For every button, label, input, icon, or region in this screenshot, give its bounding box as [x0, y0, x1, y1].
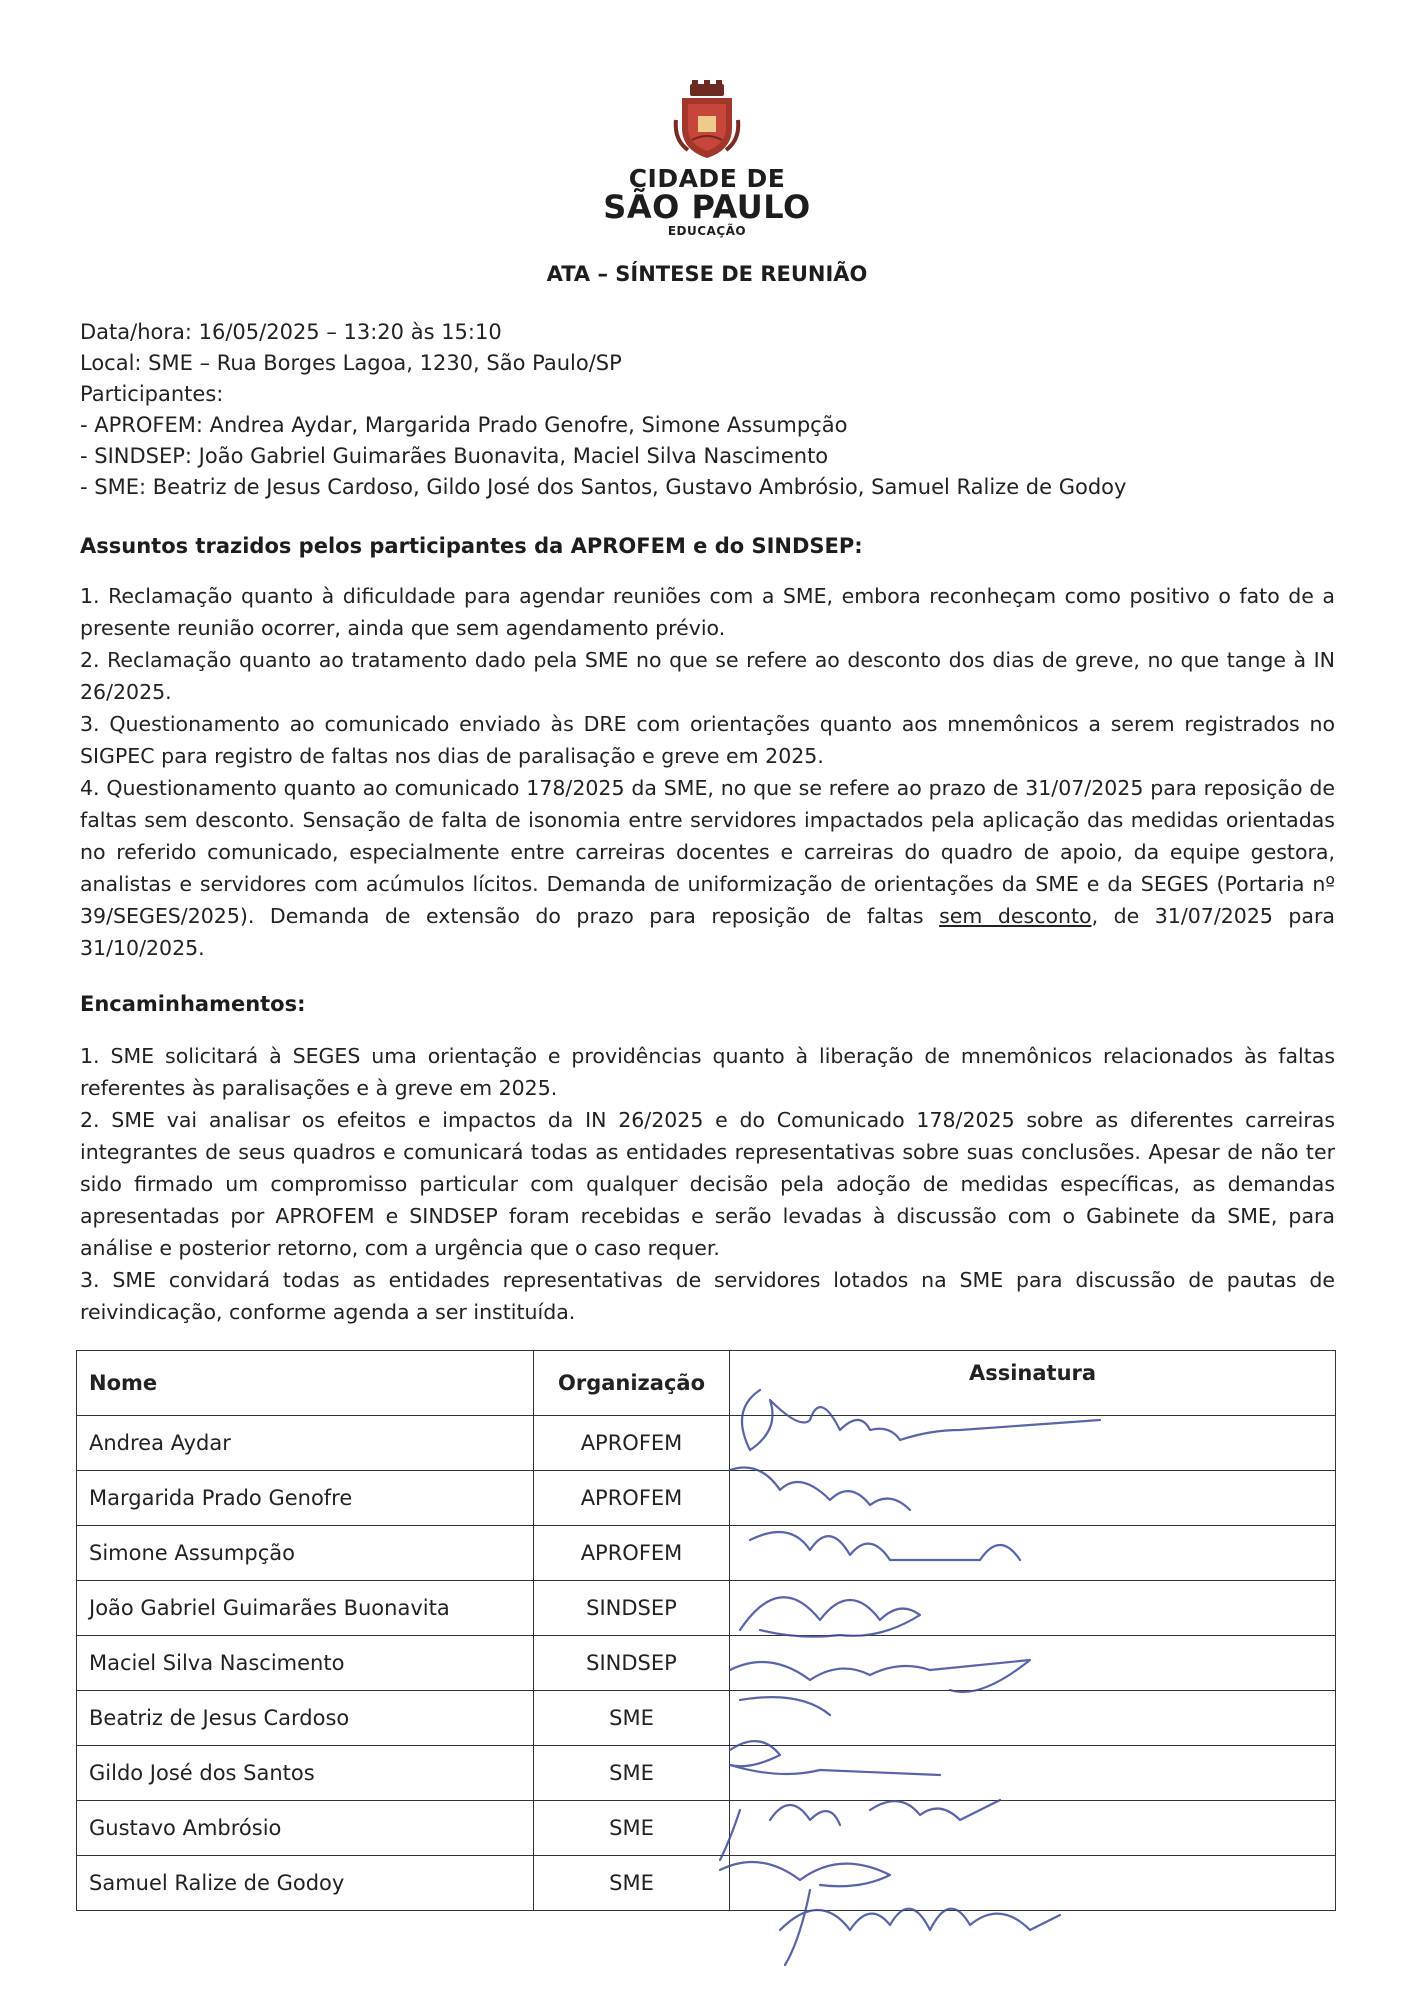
participant-name: Beatriz de Jesus Cardoso: [77, 1691, 534, 1746]
participant-name: Andrea Aydar: [77, 1416, 534, 1471]
participant-organization: SME: [534, 1801, 730, 1856]
participant-name: Simone Assumpção: [77, 1526, 534, 1581]
assunto-item: 2. Reclamação quanto ao tratamento dado pela SME no que se refere ao desconto dos dias de greve, no que tange à IN 26/2025.: [80, 648, 1335, 704]
department-name: EDUCAÇÃO: [667, 224, 747, 238]
assunto-item-4-tail: , de 31/07/2025 para 31/10/2025.: [80, 904, 1335, 960]
signature-scribble: [730, 1468, 910, 1511]
meeting-meta: [80, 317, 1335, 503]
participant-name: Maciel Silva Nascimento: [77, 1636, 534, 1691]
document-title: ATA – SÍNTESE DE REUNIÃO: [546, 262, 868, 286]
participants-aprofem: - APROFEM: Andrea Aydar, Margarida Prado Genofre, Simone Assumpção: [80, 413, 848, 437]
participant-organization: APROFEM: [534, 1471, 730, 1526]
encaminhamento-item: 3. SME convidará todas as entidades representativas de servidores lotados na SME para discussão de pautas de reivindicação, conforme agenda a ser instituída.: [80, 1268, 1335, 1324]
column-header-organization: Organização: [534, 1351, 730, 1416]
participants-label: Participantes:: [80, 382, 224, 406]
participant-organization: APROFEM: [534, 1526, 730, 1581]
meeting-location: Local: SME – Rua Borges Lagoa, 1230, São Paulo/SP: [80, 351, 622, 375]
signature-scribble: [750, 1532, 1020, 1560]
city-name-line1: CIDADE DE: [628, 164, 786, 193]
participant-name: Samuel Ralize de Godoy: [77, 1856, 534, 1911]
signature-scribble: [720, 1862, 890, 1886]
city-name-line2: SÃO PAULO: [603, 188, 811, 226]
encaminhamento-item: 2. SME vai analisar os efeitos e impactos da IN 26/2025 e do Comunicado 178/2025 sobre as diferentes carreiras integrantes de seus quadros e comunicará todas as entidades representativas sobre suas conclusões. Apesar de não ter sido firmado um compromisso particular com qualquer decisão pela adoção de medidas específicas, as demandas apresentadas por APROFEM e SINDSEP foram recebidas e serão levadas à discussão com o Gabinete da SME, para análise e posterior retorno, com a urgência que o caso requer.: [80, 1108, 1335, 1260]
participants-sindsep: - SINDSEP: João Gabriel Guimarães Buonavita, Maciel Silva Nascimento: [80, 444, 829, 468]
signature-scribble: [785, 1890, 810, 1965]
assuntos-list: [80, 580, 1335, 964]
assuntos-heading: Assuntos trazidos pelos participantes da APROFEM e do SINDSEP:: [80, 534, 863, 558]
participant-name: Margarida Prado Genofre: [77, 1471, 534, 1526]
underlined-text: sem desconto: [939, 904, 1092, 928]
participant-organization: SME: [534, 1856, 730, 1911]
participant-organization: SME: [534, 1691, 730, 1746]
signature-scribble: [740, 1597, 920, 1636]
participant-name: João Gabriel Guimarães Buonavita: [77, 1581, 534, 1636]
encaminhamentos-list: [80, 1040, 1335, 1328]
signature-scribble: [730, 1660, 1030, 1692]
column-header-signature: Assinatura: [730, 1351, 1336, 1416]
assunto-item: [80, 772, 1335, 964]
signature-scribble: [730, 1741, 940, 1775]
encaminhamento-item: 1. SME solicitará à SEGES uma orientação e providências quanto à liberação de mnemônicos relacionados às faltas referentes às paralisações e à greve em 2025.: [80, 1044, 1335, 1100]
signature-scribble: [780, 1909, 1060, 1930]
participant-organization: APROFEM: [534, 1416, 730, 1471]
participant-organization: SINDSEP: [534, 1581, 730, 1636]
column-header-name: Nome: [77, 1351, 534, 1416]
handwritten-signatures: [700, 1370, 1140, 1970]
participant-organization: SME: [534, 1746, 730, 1801]
participant-organization: SINDSEP: [534, 1636, 730, 1691]
signature-scribble: [740, 1697, 830, 1715]
signature-scribble: [742, 1390, 1100, 1450]
meeting-datetime: Data/hora: 16/05/2025 – 13:20 às 15:10: [80, 320, 502, 344]
encaminhamentos-heading: Encaminhamentos:: [80, 992, 306, 1016]
coat-of-arms-icon: [672, 80, 742, 160]
assunto-item: 1. Reclamação quanto à dificuldade para agendar reuniões com a SME, embora reconheçam como positivo o fato de a presente reunião ocorrer, ainda que sem agendamento prévio.: [80, 584, 1335, 640]
assunto-item: 3. Questionamento ao comunicado enviado às DRE com orientações quanto aos mnemônicos a serem registrados no SIGPEC para registro de faltas nos dias de paralisação e greve em 2025.: [80, 712, 1335, 768]
participant-name: Gildo José dos Santos: [77, 1746, 534, 1801]
participant-name: Gustavo Ambrósio: [77, 1801, 534, 1856]
signature-scribble: [720, 1800, 1000, 1860]
participants-sme: - SME: Beatriz de Jesus Cardoso, Gildo José dos Santos, Gustavo Ambrósio, Samuel Ralize de Godoy: [80, 475, 1127, 499]
assunto-item-4-text: 4. Questionamento quanto ao comunicado 178/2025 da SME, no que se refere ao prazo de 31/07/2025 para reposição de faltas sem desconto. Sensação de falta de isonomia entre servidores impactados pela aplicação das medidas orientadas no referido comunicado, especialmente entre carreiras docentes e carreiras do quadro de apoio, da equipe gestora, analistas e servidores com acúmulos lícitos. Demanda de uniformização de orientações da SME e da SEGES (Portaria nº 39/SEGES/2025). Demanda de extensão do prazo para reposição de faltas: [80, 776, 1335, 928]
